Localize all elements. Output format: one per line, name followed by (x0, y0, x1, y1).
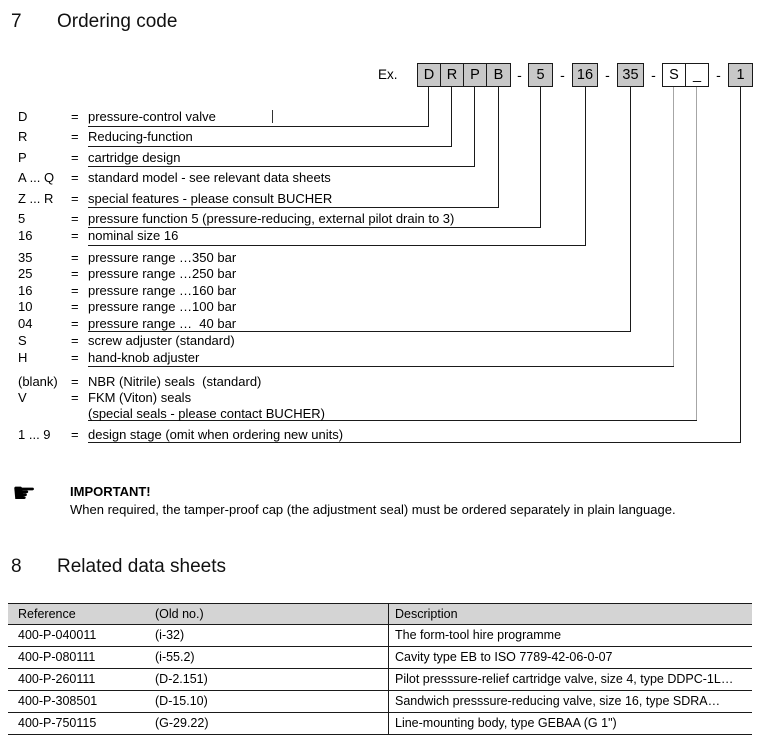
related-data-table (8, 603, 752, 735)
code-description: pressure range …100 bar (88, 299, 237, 314)
dash-separator: - (517, 67, 522, 83)
table-cell: (i-32) (155, 628, 185, 642)
column-header: Description (395, 607, 458, 621)
code-box: _ (685, 63, 709, 87)
section-7-number: 7 (11, 11, 22, 32)
table-cell: (G-29.22) (155, 716, 209, 730)
equals-sign: = (71, 109, 79, 124)
code-definition-row (0, 149, 470, 167)
code-definition-row (0, 108, 470, 126)
equals-sign: = (71, 266, 79, 281)
code-description: Reducing-function (88, 129, 193, 144)
table-cell: The form-tool hire programme (395, 628, 562, 642)
important-text: When required, the tamper-proof cap (the adjustment seal) must be ordered separately in plain language. (70, 502, 676, 517)
equals-sign: = (71, 299, 79, 314)
connector-underline (88, 146, 452, 147)
text-cursor-artifact (272, 110, 273, 123)
equals-sign: = (71, 333, 79, 348)
table-cell: Line-mounting body, type GEBAA (G 1") (395, 716, 617, 730)
equals-sign: = (71, 316, 79, 331)
code-box: P (463, 63, 487, 87)
code-box: S (662, 63, 686, 87)
connector-underline (88, 126, 429, 127)
code-description: pressure function 5 (pressure-reducing, external pilot drain to 3) (88, 211, 455, 226)
dash-separator: - (716, 67, 721, 83)
connector-underline (88, 245, 586, 246)
equals-sign: = (71, 250, 79, 265)
section-8-number: 8 (11, 556, 22, 577)
equals-sign: = (71, 170, 79, 185)
connector-vertical-line (630, 87, 631, 331)
code-description: pressure range …350 bar (88, 250, 237, 265)
column-header: Reference (18, 607, 76, 621)
table-row (8, 647, 752, 669)
code-box: 5 (528, 63, 553, 87)
code-letter: 5 (18, 211, 26, 226)
table-cell: Cavity type EB to ISO 7789-42-06-0-07 (395, 650, 613, 664)
code-letter: P (18, 150, 27, 165)
code-letter: H (18, 350, 28, 365)
equals-sign: = (71, 427, 79, 442)
code-letter: 10 (18, 299, 33, 314)
code-box: 16 (572, 63, 598, 87)
connector-vertical-line (585, 87, 586, 245)
dash-separator: - (560, 67, 565, 83)
code-definition-row (0, 349, 470, 367)
table-row (8, 669, 752, 691)
code-letter: (blank) (18, 374, 58, 389)
dash-separator: - (651, 67, 656, 83)
table-header-row (8, 603, 752, 625)
table-row (8, 691, 752, 713)
code-box: R (440, 63, 464, 87)
connector-vertical-line (696, 87, 697, 420)
code-description: pressure range … 40 bar (88, 316, 237, 331)
table-cell: (D-15.10) (155, 694, 208, 708)
equals-sign: = (71, 150, 79, 165)
equals-sign: = (71, 228, 79, 243)
code-letter: Z ... R (18, 191, 54, 206)
table-cell: (D-2.151) (155, 672, 208, 686)
table-row (8, 713, 752, 735)
connector-vertical-line (540, 87, 541, 227)
code-description: nominal size 16 (88, 228, 179, 243)
code-description: standard model - see relevant data sheets (88, 170, 331, 185)
code-definition-row (0, 426, 470, 444)
code-description: special features - please consult BUCHER (88, 191, 333, 206)
connector-vertical-line (673, 87, 674, 366)
example-label: Ex. (378, 67, 398, 82)
code-letter: V (18, 390, 27, 405)
code-definition-row (0, 315, 470, 333)
table-cell: Pilot presssure-relief cartridge valve, size 4, type DDPC-1L… (395, 672, 734, 686)
code-definition-row (0, 265, 470, 283)
code-description: design stage (omit when ordering new units) (88, 427, 344, 442)
equals-sign: = (71, 129, 79, 144)
table-cell: 400-P-260111 (18, 672, 96, 686)
code-letter: 35 (18, 250, 33, 265)
code-letter: 25 (18, 266, 33, 281)
code-definition-row (0, 298, 470, 316)
code-description: pressure range …250 bar (88, 266, 237, 281)
code-definition-row (0, 210, 470, 228)
code-letter: 16 (18, 228, 33, 243)
dash-separator: - (605, 67, 610, 83)
code-definition-row (0, 190, 470, 208)
code-letter: D (18, 109, 28, 124)
column-divider-line (388, 603, 389, 734)
code-definition-row (0, 128, 470, 146)
code-description: cartridge design (88, 150, 181, 165)
code-definition-row (0, 169, 470, 187)
code-definition-row (0, 227, 470, 245)
section-8-title: Related data sheets (57, 556, 227, 577)
table-cell: Sandwich presssure-reducing valve, size 16, type SDRA… (395, 694, 721, 708)
code-letter: 16 (18, 283, 33, 298)
code-box: B (486, 63, 511, 87)
code-description: pressure range …160 bar (88, 283, 237, 298)
code-box: D (417, 63, 441, 87)
code-description: screw adjuster (standard) (88, 333, 235, 348)
important-title: IMPORTANT! (70, 484, 151, 499)
table-cell: (i-55.2) (155, 650, 195, 664)
section-7-title: Ordering code (57, 11, 178, 32)
code-letter: 1 ... 9 (18, 427, 51, 442)
code-letter: A ... Q (18, 170, 55, 185)
code-definition-row (0, 332, 470, 350)
code-description: FKM (Viton) seals (88, 390, 192, 405)
column-header: (Old no.) (155, 607, 204, 621)
code-box: 35 (617, 63, 644, 87)
table-row (8, 625, 752, 647)
table-cell: 400-P-750115 (18, 716, 97, 730)
code-description: (special seals - please contact BUCHER) (88, 406, 325, 421)
connector-vertical-line (498, 87, 499, 207)
code-definition-row (0, 405, 470, 423)
table-cell: 400-P-080111 (18, 650, 96, 664)
connector-vertical-line (740, 87, 741, 442)
code-letter: S (18, 333, 27, 348)
equals-sign: = (71, 283, 79, 298)
connector-vertical-line (474, 87, 475, 166)
pointing-hand-icon: ☛ (12, 478, 37, 509)
code-description: NBR (Nitrile) seals (standard) (88, 374, 262, 389)
code-description: pressure-control valve (88, 109, 216, 124)
code-box: 1 (728, 63, 753, 87)
equals-sign: = (71, 191, 79, 206)
equals-sign: = (71, 390, 79, 405)
equals-sign: = (71, 211, 79, 226)
equals-sign: = (71, 374, 79, 389)
table-cell: 400-P-040011 (18, 628, 97, 642)
code-letter: R (18, 129, 28, 144)
code-letter: 04 (18, 316, 33, 331)
equals-sign: = (71, 350, 79, 365)
table-cell: 400-P-308501 (18, 694, 98, 708)
code-description: hand-knob adjuster (88, 350, 200, 365)
